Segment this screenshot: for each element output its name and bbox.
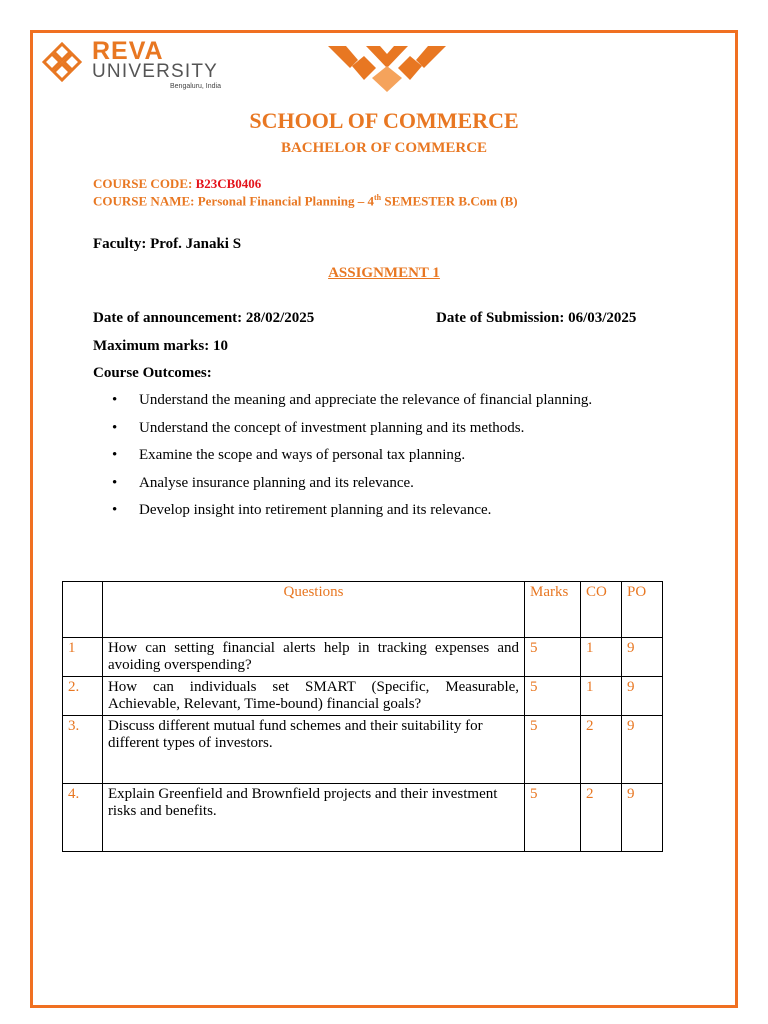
outcome-item: • Develop insight into retirement planning and its relevance. bbox=[112, 500, 592, 528]
header-marks: Marks bbox=[525, 582, 581, 638]
course-code-value: B23CB0406 bbox=[195, 176, 262, 191]
program-title: BACHELOR OF COMMERCE bbox=[280, 140, 488, 156]
row-question: How can setting financial alerts help in tracking expenses and avoiding overspending? bbox=[102, 638, 524, 677]
faculty-line: Faculty: Prof. Janaki S bbox=[93, 236, 242, 252]
course-name-label: COURSE NAME: Personal Financial Planning – 4 bbox=[93, 193, 374, 209]
outcome-item: • Analyse insurance planning and its relevance. bbox=[112, 473, 592, 501]
row-po: 9 bbox=[621, 716, 662, 784]
announcement-date: Date of announcement: 28/02/2025 bbox=[93, 310, 315, 326]
outcome-item: • Understand the meaning and appreciate the relevance of financial planning. bbox=[112, 390, 592, 418]
row-marks: 5 bbox=[525, 716, 581, 784]
max-marks: Maximum marks: 10 bbox=[93, 338, 228, 354]
course-code-label: COURSE CODE: bbox=[93, 176, 196, 191]
questions-table bbox=[62, 581, 663, 852]
brand-name-bottom: UNIVERSITY bbox=[92, 61, 219, 82]
submission-date: Date of Submission: 06/03/2025 bbox=[436, 310, 637, 326]
table-row bbox=[63, 638, 663, 677]
row-question: Discuss different mutual fund schemes and their suitability for different types of investors. bbox=[102, 716, 524, 784]
course-name-rest: SEMESTER B.Com (B) bbox=[381, 193, 518, 209]
outcomes-list bbox=[112, 390, 592, 528]
row-no: 3. bbox=[63, 716, 103, 784]
row-co: 1 bbox=[581, 677, 622, 716]
row-po: 9 bbox=[621, 638, 662, 677]
row-no: 1 bbox=[63, 638, 103, 677]
row-po: 9 bbox=[621, 784, 662, 852]
row-marks: 5 bbox=[525, 677, 581, 716]
course-code-line bbox=[93, 176, 261, 192]
row-co: 2 bbox=[581, 784, 622, 852]
table-row bbox=[63, 716, 663, 784]
row-question: How can individuals set SMART (Specific, Measurable, Achievable, Relevant, Time-bound) financial goals? bbox=[102, 677, 524, 716]
course-name-line bbox=[93, 193, 518, 209]
row-question: Explain Greenfield and Brownfield projects and their investment risks and benefits. bbox=[102, 784, 524, 852]
header-questions: Questions bbox=[102, 582, 524, 638]
row-co: 1 bbox=[581, 638, 622, 677]
row-marks: 5 bbox=[525, 638, 581, 677]
row-po: 9 bbox=[621, 677, 662, 716]
outcome-item: • Understand the concept of investment planning and its methods. bbox=[112, 418, 592, 446]
row-marks: 5 bbox=[525, 784, 581, 852]
table-row bbox=[63, 677, 663, 716]
reva-knot-logo-icon bbox=[40, 42, 84, 82]
row-no: 2. bbox=[63, 677, 103, 716]
row-co: 2 bbox=[581, 716, 622, 784]
outcomes-heading: Course Outcomes: bbox=[93, 365, 212, 381]
table-header-row bbox=[63, 582, 663, 638]
brand-location: Bengaluru, India bbox=[170, 83, 221, 90]
outcome-item: • Examine the scope and ways of personal tax planning. bbox=[112, 445, 592, 473]
header-po: PO bbox=[621, 582, 662, 638]
table-row bbox=[63, 784, 663, 852]
header-no bbox=[63, 582, 103, 638]
assignment-title: ASSIGNMENT 1 bbox=[328, 265, 440, 281]
header-co: CO bbox=[581, 582, 622, 638]
course-name-sup: th bbox=[373, 193, 382, 202]
row-no: 4. bbox=[63, 784, 103, 852]
brand-name-top: REVA bbox=[92, 37, 164, 65]
school-title: SCHOOL OF COMMERCE bbox=[249, 108, 519, 133]
university-emblem-icon bbox=[328, 44, 446, 94]
